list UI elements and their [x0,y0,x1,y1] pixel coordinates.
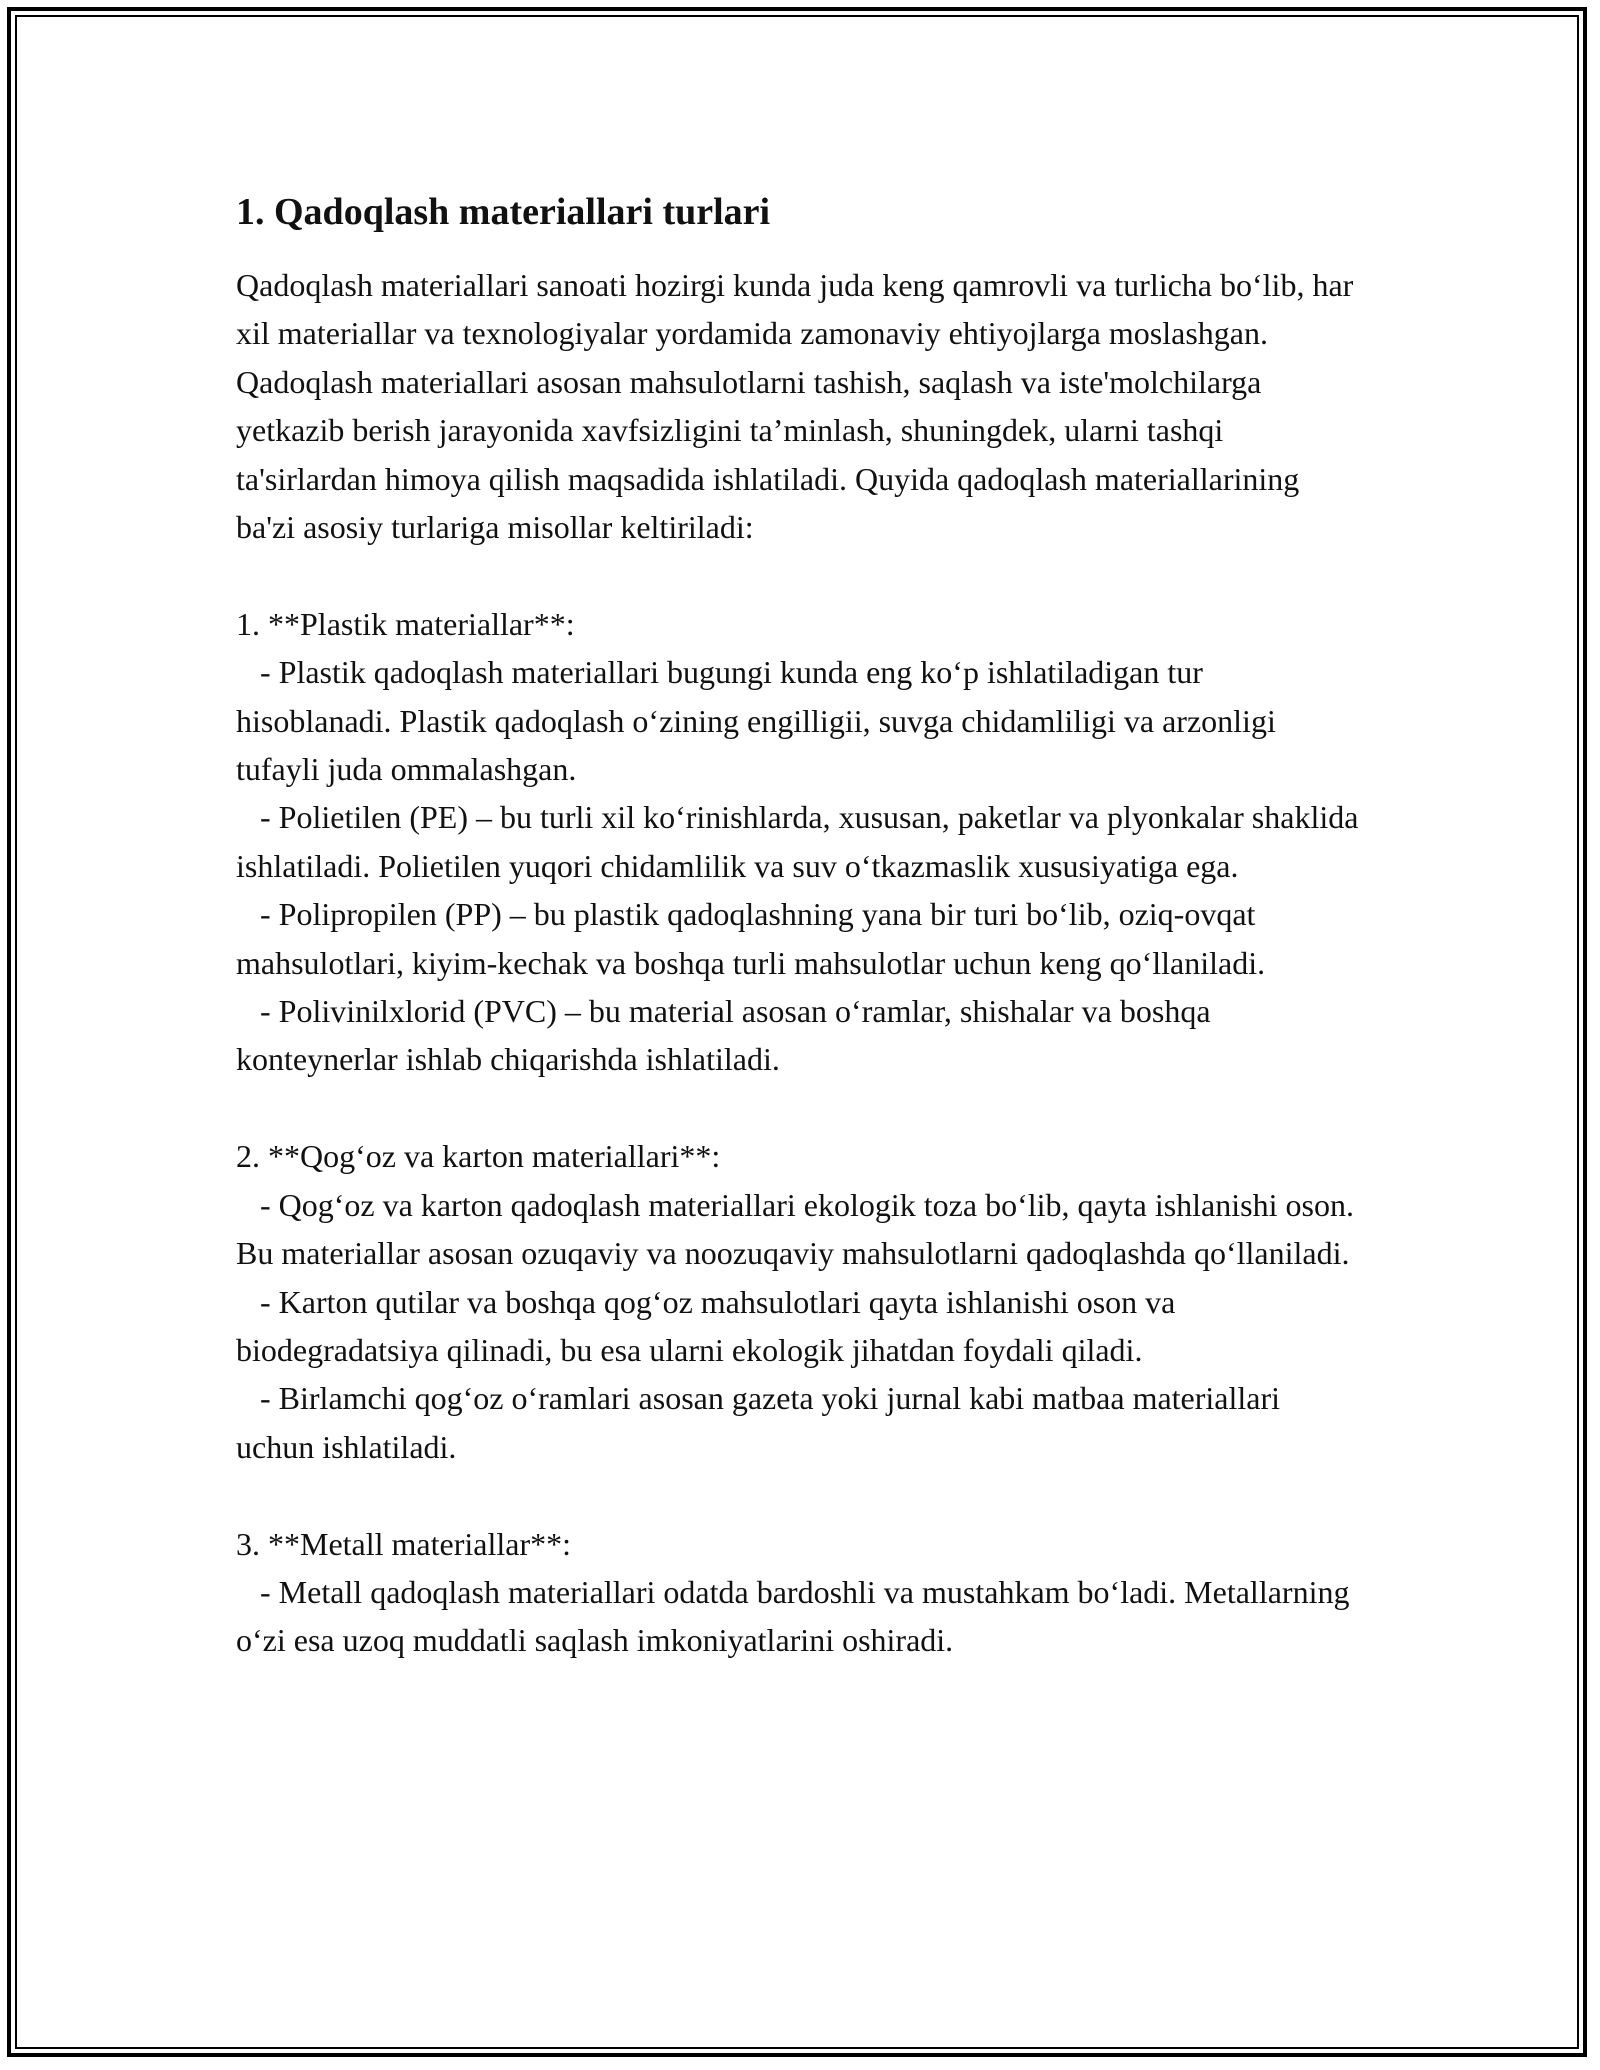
list-item: - Birlamchi qog‘oz o‘ramlari asosan gazeta yoki jurnal kabi matbaa materiallari uchun ishlatiladi. [236,1380,1289,1465]
section-paper [236,1132,1366,1471]
document-body [236,185,1366,1665]
paragraph-gap [236,1084,1366,1132]
intro-paragraph: Qadoqlash materiallari sanoati hozirgi kunda juda keng qamrovli va turlicha bo‘lib, har xil materiallar va texnologiyalar yordamida zamonaviy ehtiyojlarga moslashgan. Qadoqlash materiallari asosan mahsulotlarni tashish, saqlash va iste'molchilarga yetkazib berish jarayonida xavfsizligini ta’minlash, shuningdek, ularni tashqi ta'sirlardan himoya qilish maqsadida ishlatiladi. Quyida qadoqlash materiallarining ba'zi asosiy turlariga misollar keltiriladi: [236,267,1362,546]
list-item: - Polipropilen (PP) – bu plastik qadoqlashning yana bir turi bo‘lib, oziq-ovqat mahsulotlari, kiyim-kechak va boshqa turli mahsulotlar uchun keng qo‘llaniladi. [236,896,1266,981]
list-item: - Qog‘oz va karton qadoqlash materiallari ekologik toza bo‘lib, qayta ishlanishi oson. Bu materiallar asosan ozuqaviy va noozuqaviy mahsulotlarni qadoqlashda qo‘llaniladi. [236,1186,1362,1272]
list-item: - Polivinilxlorid (PVC) – bu material asosan o‘ramlar, shishalar va boshqa konteynerlar ishlab chiqarishda ishlatiladi. [236,993,1219,1078]
section-plastic [236,600,1366,1084]
document-title: 1. Qadoqlash materiallari turlari [236,191,771,233]
list-item: - Karton qutilar va boshqa qog‘oz mahsulotlari qayta ishlanishi oson va biodegradatsiya qilinadi, bu esa ularni ekologik jihatdan foydali qiladi. [236,1283,1184,1368]
list-item: - Plastik qadoqlash materiallari bugungi kunda eng ko‘p ishlatiladigan tur hisoblanadi. Plastik qadoqlash o‘zining engilligii, suvga chidamliligi va arzonligi tufayli juda ommalashgan. [236,654,1284,788]
paragraph-gap [236,1471,1366,1519]
list-item: - Polietilen (PE) – bu turli xil ko‘rinishlarda, xususan, paketlar va plyonkalar shaklida ishlatiladi. Polietilen yuqori chidamlilik va suv o‘tkazmaslik xususiyatiga ega. [236,799,1367,884]
paragraph-gap [236,551,1366,599]
section-heading: 1. **Plastik materiallar**: [236,605,575,642]
list-item: - Metall qadoqlash materiallari odatda bardoshli va mustahkam bo‘ladi. Metallarning o‘zi esa uzoq muddatli saqlash imkoniyatlarini oshiradi. [236,1573,1358,1659]
section-heading: 3. **Metall materiallar**: [236,1525,571,1562]
section-metal [236,1520,1366,1665]
section-heading: 2. **Qog‘oz va karton materiallari**: [236,1138,721,1175]
